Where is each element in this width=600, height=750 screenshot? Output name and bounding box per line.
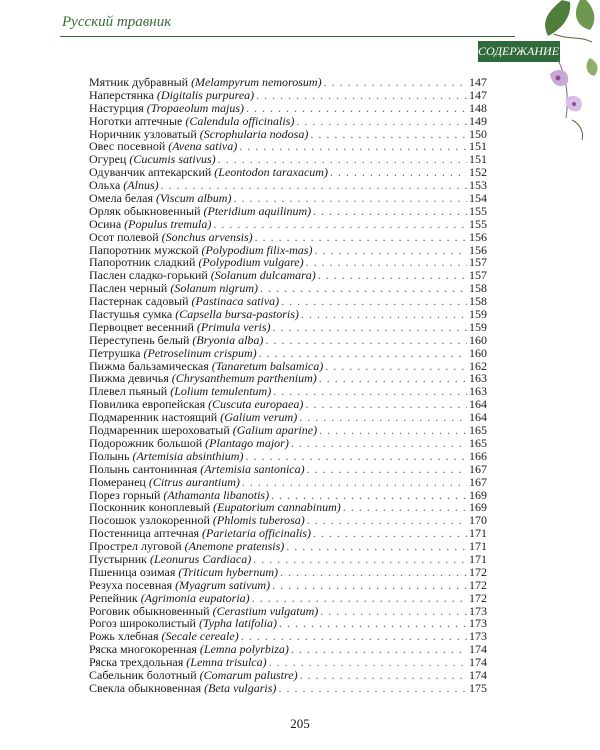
plant-name: Пшеница озимая <box>89 564 176 579</box>
table-of-contents <box>89 76 487 695</box>
plant-name: Прострел луговой <box>89 539 182 554</box>
latin-name: (Anemone pratensis) <box>184 539 285 554</box>
plant-name: Сабельник болотный <box>89 667 197 682</box>
plant-name: Огурец <box>89 152 127 167</box>
plant-name: Подмаренник шероховатый <box>89 423 230 438</box>
plant-name: Пастернак садовый <box>89 294 189 309</box>
plant-name: Рожь хлебная <box>89 629 159 644</box>
plant-name: Свекла обыкновенная <box>89 680 202 695</box>
page-ref: 158 <box>469 294 487 309</box>
latin-name: (Digitalis purpurea) <box>156 87 255 102</box>
page-ref: 171 <box>469 526 487 541</box>
dot-leader <box>320 605 467 618</box>
plant-name: Ноготки аптечные <box>89 113 183 128</box>
latin-name: (Lemna polyrbiza) <box>199 642 289 657</box>
plant-name: Роговик обыкновенный <box>89 603 210 618</box>
plant-name: Порез горный <box>89 487 161 502</box>
latin-name: (Chrysanthemum parthenium) <box>171 371 317 386</box>
dot-leader <box>269 656 467 669</box>
page-ref: 156 <box>469 242 487 257</box>
latin-name: (Secale cereale) <box>161 629 239 644</box>
toc-entry <box>89 89 487 102</box>
page-ref: 169 <box>469 500 487 515</box>
dot-leader <box>265 334 467 347</box>
page-ref: 171 <box>469 539 487 554</box>
dot-leader <box>279 617 467 630</box>
page-ref: 159 <box>469 319 487 334</box>
dot-leader <box>313 527 467 540</box>
page-ref: 151 <box>469 139 487 154</box>
latin-name: (Lolium temulentum) <box>170 384 272 399</box>
plant-name: Посконник коноплевый <box>89 500 211 515</box>
page-ref: 157 <box>469 268 487 283</box>
toc-entry <box>89 76 487 89</box>
dot-leader <box>310 128 467 141</box>
dot-leader <box>319 424 467 437</box>
dot-leader <box>252 592 467 605</box>
plant-name: Одуванчик аптекарский <box>89 165 212 180</box>
leaf-shape <box>587 58 598 76</box>
plant-name: Пастушья сумка <box>89 307 173 322</box>
latin-name: (Avena sativa) <box>168 139 238 154</box>
page-ref: 152 <box>469 165 487 180</box>
dot-leader <box>299 411 467 424</box>
dot-leader <box>280 566 467 579</box>
page-ref: 154 <box>469 191 487 206</box>
latin-name: (Leontodon taraxacum) <box>214 165 328 180</box>
page-ref: 167 <box>469 474 487 489</box>
dot-leader <box>253 553 467 566</box>
latin-name: (Bryonia alba) <box>192 332 264 347</box>
page-ref: 172 <box>469 577 487 592</box>
dot-leader <box>233 192 467 205</box>
book-title: Русский травник <box>62 14 172 30</box>
plant-name: Ряска многокоренная <box>89 642 197 657</box>
dot-leader <box>313 205 467 218</box>
plant-name: Норичник узловатый <box>89 126 197 141</box>
dot-leader <box>301 308 467 321</box>
plant-name: Рогоз широколистый <box>89 616 196 631</box>
dot-leader <box>307 463 467 476</box>
toc-entry <box>89 115 487 128</box>
dot-leader <box>246 102 467 115</box>
plant-name: Полынь <box>89 448 130 463</box>
toc-entry <box>89 669 487 682</box>
toc-entry <box>89 321 487 334</box>
latin-name: (Pteridium aquilinum) <box>203 203 312 218</box>
dot-leader <box>255 231 467 244</box>
toc-entry <box>89 308 487 321</box>
plant-name: Паслен черный <box>89 281 168 296</box>
latin-name: (Solanum dulcamara) <box>210 268 316 283</box>
page-ref: 173 <box>469 603 487 618</box>
page-ref: 147 <box>469 87 487 102</box>
dot-leader <box>330 166 467 179</box>
toc-entry <box>89 540 487 553</box>
plant-name: Постенница аптечная <box>89 526 200 541</box>
section-title-bar: СОДЕРЖАНИЕ <box>478 41 560 62</box>
dot-leader <box>324 76 467 89</box>
latin-name: (Tanaretum balsamica) <box>211 358 324 373</box>
dot-leader <box>343 501 467 514</box>
latin-name: (Sonchus arvensis) <box>161 229 253 244</box>
toc-entry <box>89 102 487 115</box>
latin-name: (Petroselinum crispum) <box>143 345 257 360</box>
page-ref: 158 <box>469 281 487 296</box>
latin-name: (Polypodium filix-mas) <box>201 242 313 257</box>
toc-entry <box>89 579 487 592</box>
page-ref: 169 <box>469 487 487 502</box>
dot-leader <box>259 347 467 360</box>
page-ref: 166 <box>469 448 487 463</box>
page-ref: 165 <box>469 435 487 450</box>
page-ref: 148 <box>469 100 487 115</box>
leaf-shape <box>545 0 570 36</box>
dot-leader <box>318 269 467 282</box>
toc-entry <box>89 592 487 605</box>
page-ref: 174 <box>469 655 487 670</box>
plant-name: Ольха <box>89 178 121 193</box>
page-ref: 173 <box>469 616 487 631</box>
latin-name: (Alnus) <box>123 178 159 193</box>
plant-name: Орляк обыкновенный <box>89 203 201 218</box>
toc-entry <box>89 231 487 244</box>
page-ref: 150 <box>469 126 487 141</box>
dot-leader <box>256 89 467 102</box>
page-ref: 156 <box>469 229 487 244</box>
latin-name: (Cuscuta europaea) <box>208 397 304 412</box>
plant-name: Подмаренник настоящий <box>89 410 218 425</box>
plant-name: Омела белая <box>89 191 154 206</box>
dot-leader <box>296 115 467 128</box>
page-ref: 157 <box>469 255 487 270</box>
latin-name: (Capsella bursa-pastoris) <box>175 307 299 322</box>
plant-name: Наперстянка <box>89 87 154 102</box>
plant-name: Репейник <box>89 590 138 605</box>
latin-name: (Beta vulgaris) <box>204 680 277 695</box>
page-number: 205 <box>290 716 310 731</box>
toc-entry <box>89 218 487 231</box>
toc-entry <box>89 450 487 463</box>
dot-leader <box>242 476 467 489</box>
dot-leader <box>281 295 467 308</box>
latin-name: (Lemna trisulca) <box>186 655 267 670</box>
toc-entry <box>89 334 487 347</box>
page-ref: 175 <box>469 680 487 695</box>
dot-leader <box>306 256 467 269</box>
latin-name: (Pastinaca sativa) <box>191 294 280 309</box>
latin-name: (Triticum hybernum) <box>178 564 278 579</box>
plant-name: Папоротник мужской <box>89 242 199 257</box>
page-ref: 151 <box>469 152 487 167</box>
dot-leader <box>239 140 467 153</box>
toc-entry <box>89 437 487 450</box>
dot-leader <box>307 514 467 527</box>
page-ref: 155 <box>469 203 487 218</box>
page-ref: 147 <box>469 75 487 89</box>
latin-name: (Citrus aurantium) <box>148 474 240 489</box>
latin-name: (Melampyrum nemorosum) <box>191 75 322 89</box>
dot-leader <box>300 669 467 682</box>
plant-name: Осина <box>89 216 122 231</box>
latin-name: (Athamanta libanotis) <box>163 487 270 502</box>
plant-name: Ряска трехдольная <box>89 655 184 670</box>
toc-entry <box>89 463 487 476</box>
plant-name: Переступень белый <box>89 332 190 347</box>
toc-entry <box>89 424 487 437</box>
dot-leader <box>278 682 467 695</box>
plant-name: Настурция <box>89 100 144 115</box>
latin-name: (Leonurus Cardiaca) <box>149 551 252 566</box>
dot-leader <box>273 321 467 334</box>
latin-name: (Eupatorium cannabinum) <box>213 500 341 515</box>
plant-name: Папоротник сладкий <box>89 255 196 270</box>
latin-name: (Typha latifolia) <box>198 616 278 631</box>
latin-name: (Calendula officinalis) <box>185 113 295 128</box>
page-ref: 174 <box>469 642 487 657</box>
latin-name: (Scrophularia nodosa) <box>199 126 309 141</box>
page-ref: 172 <box>469 590 487 605</box>
page-ref: 160 <box>469 332 487 347</box>
toc-entry <box>89 682 487 695</box>
page-ref: 173 <box>469 629 487 644</box>
latin-name: (Populus tremula) <box>124 216 212 231</box>
toc-entry <box>89 205 487 218</box>
dot-leader <box>314 244 467 257</box>
page-ref: 159 <box>469 307 487 322</box>
latin-name: (Viscum album) <box>156 191 232 206</box>
latin-name: (Phlomis tuberosa) <box>212 513 305 528</box>
latin-name: (Tropaeolum majus) <box>146 100 245 115</box>
page-ref: 164 <box>469 397 487 412</box>
dot-leader <box>245 450 467 463</box>
dot-leader <box>319 372 467 385</box>
toc-entry <box>89 553 487 566</box>
toc-entry <box>89 566 487 579</box>
plant-name: Пижма девичья <box>89 371 169 386</box>
plant-name: Резуха посевная <box>89 577 173 592</box>
plant-name: Плевел пьяный <box>89 384 168 399</box>
page-ref: 163 <box>469 371 487 386</box>
page-ref: 153 <box>469 178 487 193</box>
plant-name: Петрушка <box>89 345 141 360</box>
page-ref: 174 <box>469 667 487 682</box>
page-ref: 171 <box>469 551 487 566</box>
plant-name: Подорожник большой <box>89 435 203 450</box>
latin-name: (Artemisia absinthium) <box>132 448 244 463</box>
plant-name: Осот полевой <box>89 229 159 244</box>
latin-name: (Artemisia santonica) <box>200 461 305 476</box>
latin-name: (Cucumis sativus) <box>129 152 216 167</box>
plant-name: Пустырник <box>89 551 147 566</box>
plant-name: Пижма бальзамическая <box>89 358 209 373</box>
toc-entry <box>89 192 487 205</box>
plant-name: Посошок узлокоренной <box>89 513 210 528</box>
latin-name: (Solanum nigrum) <box>170 281 258 296</box>
latin-name: (Parietaria officinalis) <box>202 526 312 541</box>
page-ref: 162 <box>469 358 487 373</box>
page-ref: 155 <box>469 216 487 231</box>
dot-leader <box>286 540 467 553</box>
plant-name: Первоцвет весенний <box>89 319 194 334</box>
plant-name: Полынь сантонинная <box>89 461 198 476</box>
latin-name: (Comarum palustre) <box>199 667 298 682</box>
dot-leader <box>260 282 467 295</box>
page-ref: 165 <box>469 423 487 438</box>
header-rule <box>60 36 515 37</box>
latin-name: (Plantago major) <box>205 435 289 450</box>
dot-leader <box>213 218 467 231</box>
page-ref: 164 <box>469 410 487 425</box>
dot-leader <box>272 579 467 592</box>
latin-name: (Galium aparine) <box>232 423 318 438</box>
latin-name: (Agrimonia eupatoria) <box>140 590 250 605</box>
dot-leader <box>325 360 467 373</box>
latin-name: (Primula veris) <box>196 319 271 334</box>
page-ref: 172 <box>469 564 487 579</box>
botanical-illustration <box>510 0 600 140</box>
page-ref: 149 <box>469 113 487 128</box>
page-ref: 160 <box>469 345 487 360</box>
dot-leader <box>291 643 467 656</box>
plant-name: Овес посевной <box>89 139 166 154</box>
page-ref: 167 <box>469 461 487 476</box>
plant-name: Померанец <box>89 474 146 489</box>
latin-name: (Polypodium vulgare) <box>198 255 304 270</box>
plant-name: Повилика европейская <box>89 397 206 412</box>
page-ref: 163 <box>469 384 487 399</box>
plant-name: Мятник дубравный <box>89 75 189 89</box>
dot-leader <box>305 398 467 411</box>
toc-entry <box>89 476 487 489</box>
toc-entry <box>89 347 487 360</box>
latin-name: (Cerastium vulgatum) <box>212 603 319 618</box>
latin-name: (Galium verum) <box>220 410 298 425</box>
page-ref: 170 <box>469 513 487 528</box>
latin-name: (Myagrum sativum) <box>175 577 271 592</box>
plant-name: Паслен сладко-горький <box>89 268 208 283</box>
dot-leader <box>291 437 467 450</box>
leaf-shape <box>576 0 594 30</box>
